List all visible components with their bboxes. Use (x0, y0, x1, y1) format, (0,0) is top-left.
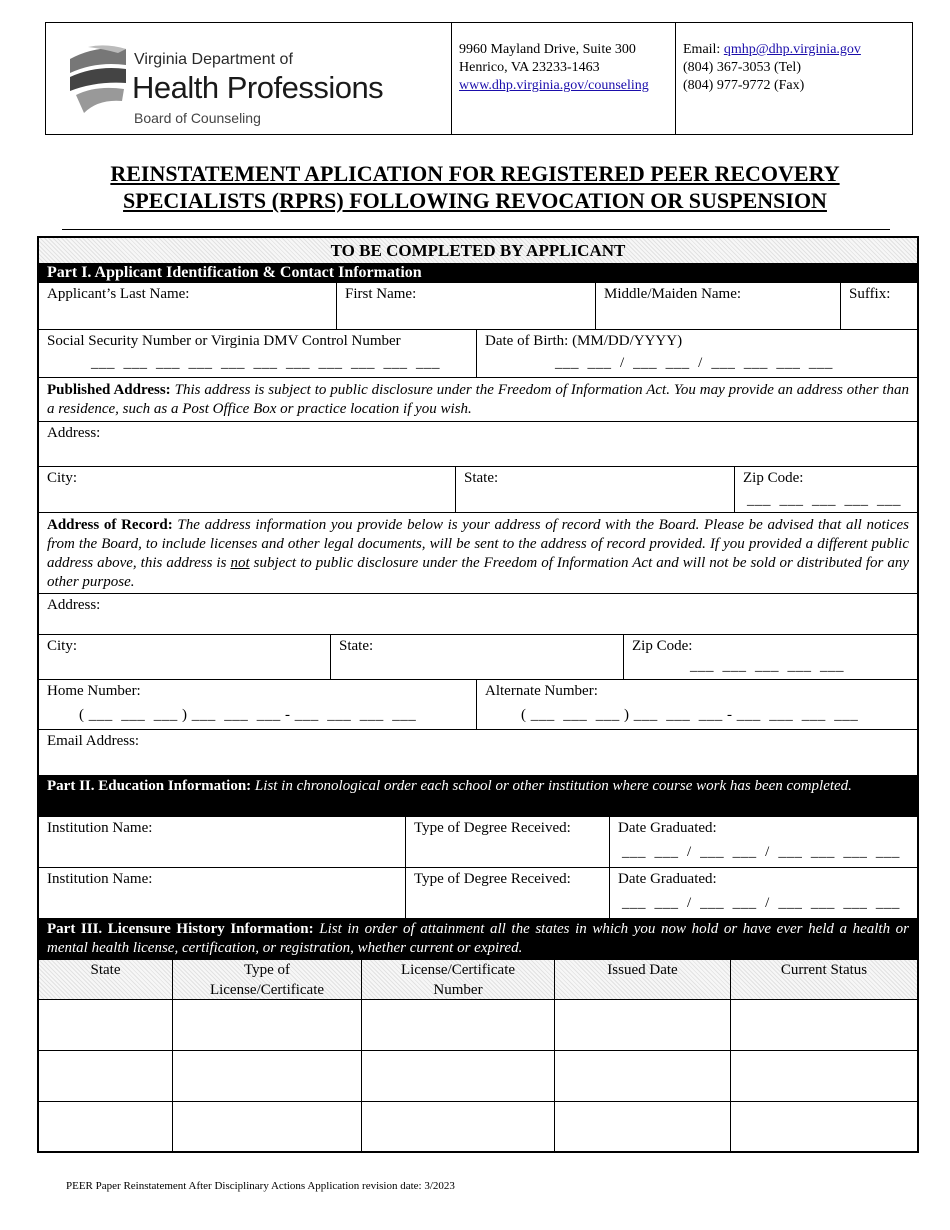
published-zip-label: Zip Code: (743, 470, 804, 486)
part3-heading-text (39, 918, 917, 958)
part3-heading (39, 918, 917, 960)
ssn-blanks: ___ ___ ___ ___ ___ ___ ___ ___ ___ ___ ___ (91, 355, 440, 371)
suffix-field[interactable] (840, 283, 917, 329)
home-number-blanks: ( ___ ___ ___ ) ___ ___ ___ - ___ ___ ___ ___ (79, 707, 417, 723)
part2-heading-label: Part II. Education Information: (47, 778, 252, 794)
ssn-dob-row (39, 330, 917, 378)
date-graduated-blanks-1: ___ ___ / ___ ___ / ___ ___ ___ ___ (622, 844, 900, 860)
col-number-line2: Number (433, 982, 483, 998)
cell-number[interactable] (361, 1000, 554, 1050)
record-zip-field[interactable] (623, 635, 917, 679)
col-issued: Issued Date (554, 960, 730, 999)
tel-line: (804) 367-3053 (Tel) (683, 60, 801, 75)
record-description-1: The address information you provide below is your address of record with the Board. Please be advised that all notices from the Board, to include licenses and other legal documents, will be sent to the address of record provided. If you provided a different public address above, this address is (47, 517, 909, 571)
published-address-note (39, 378, 917, 421)
degree-field-1[interactable] (405, 817, 609, 867)
org-name-line1: Virginia Department of (134, 51, 293, 68)
last-name-label: Applicant’s Last Name: (47, 286, 190, 302)
cell-type[interactable] (172, 1000, 361, 1050)
date-graduated-field-2[interactable] (609, 868, 917, 918)
phone-row (39, 680, 917, 730)
cell-number[interactable] (361, 1102, 554, 1151)
dob-label: Date of Birth: (MM/DD/YYYY) (485, 333, 683, 349)
published-address-row (39, 421, 917, 467)
email-link[interactable]: qmhp@dhp.virginia.gov (723, 42, 861, 57)
first-name-field[interactable] (336, 283, 595, 329)
application-form (37, 236, 919, 1153)
cell-status[interactable] (730, 1102, 917, 1151)
col-status: Current Status (730, 960, 917, 999)
home-number-field[interactable] (39, 680, 476, 729)
form-banner (39, 238, 917, 263)
record-not-emphasis: not (230, 555, 250, 571)
institution-label-2: Institution Name: (47, 871, 153, 887)
cell-state[interactable] (39, 1000, 172, 1050)
record-zip-label: Zip Code: (632, 638, 693, 654)
record-state-field[interactable] (330, 635, 623, 679)
alternate-number-label: Alternate Number: (485, 683, 598, 699)
col-number-line1: License/Certificate (400, 962, 516, 978)
page-title-line2: SPECIALISTS (RPRS) FOLLOWING REVOCATION OR SUSPENSION (123, 188, 827, 213)
col-type (172, 960, 361, 999)
degree-label-2: Type of Degree Received: (414, 871, 571, 887)
cell-state[interactable] (39, 1102, 172, 1151)
published-zip-blanks: ___ ___ ___ ___ ___ (747, 492, 901, 508)
date-graduated-label-2: Date Graduated: (618, 871, 717, 887)
published-address-label: Address: (47, 425, 101, 441)
published-state-label: State: (464, 470, 499, 486)
date-graduated-blanks-2: ___ ___ / ___ ___ / ___ ___ ___ ___ (622, 895, 900, 911)
part3-heading-label: Part III. Licensure History Information: (47, 921, 314, 937)
website-link[interactable]: www.dhp.virginia.gov/counseling (459, 78, 649, 93)
cell-status[interactable] (730, 1000, 917, 1050)
col-type-line2: License/Certificate (209, 982, 325, 998)
last-name-field[interactable] (39, 283, 336, 329)
part1-heading (39, 263, 917, 283)
logo-block (46, 23, 451, 134)
table-row (39, 1102, 917, 1151)
date-graduated-label-1: Date Graduated: (618, 820, 717, 836)
institution-field-1[interactable] (39, 817, 405, 867)
revision-footer: PEER Paper Reinstatement After Disciplinary Actions Application revision date: 3/2023 (66, 1180, 455, 1192)
cell-issued[interactable] (554, 1102, 730, 1151)
record-description-2: subject to public disclosure under the Freedom of Information Act and will not be sold or distributed for any other purpose. (47, 555, 910, 590)
part2-heading (39, 775, 917, 817)
dob-field[interactable] (476, 330, 917, 377)
middle-name-label: Middle/Maiden Name: (604, 286, 742, 302)
published-city-field[interactable] (39, 467, 455, 512)
org-board-name: Board of Counseling (134, 110, 261, 126)
title-divider (62, 229, 890, 230)
col-type-line1: Type of (243, 962, 291, 978)
record-address-row (39, 593, 917, 635)
fax-line: (804) 977-9772 (Fax) (683, 78, 805, 93)
institution-label-1: Institution Name: (47, 820, 153, 836)
address-line2: Henrico, VA 23233-1463 (459, 60, 600, 75)
dob-blanks: ___ ___ / ___ ___ / ___ ___ ___ ___ (555, 355, 833, 371)
part1-heading-text: Part I. Applicant Identification & Contact Information (47, 264, 422, 281)
part2-heading-description: List in chronological order each school or other institution where course work has been completed. (254, 778, 852, 794)
dhp-logo-icon (66, 43, 130, 117)
record-label: Address of Record: (47, 517, 173, 533)
published-label: Published Address: (47, 382, 171, 398)
record-city-row (39, 635, 917, 680)
licensure-table-header (39, 960, 917, 1000)
cell-number[interactable] (361, 1051, 554, 1101)
name-row (39, 283, 917, 330)
record-city-label: City: (47, 638, 78, 654)
degree-field-2[interactable] (405, 868, 609, 918)
email-row (39, 730, 917, 775)
col-state: State (90, 962, 121, 978)
published-address-field[interactable] (39, 422, 917, 466)
email-address-field[interactable] (39, 730, 917, 775)
alternate-number-blanks: ( ___ ___ ___ ) ___ ___ ___ - ___ ___ ___ ___ (521, 707, 859, 723)
mailing-address (451, 23, 675, 134)
published-address-text (39, 378, 917, 419)
email-address-label: Email Address: (47, 733, 140, 749)
record-city-field[interactable] (39, 635, 330, 679)
cell-issued[interactable] (554, 1000, 730, 1050)
ssn-field[interactable] (39, 330, 476, 377)
ssn-label: Social Security Number or Virginia DMV Control Number (47, 333, 401, 349)
record-zip-blanks: ___ ___ ___ ___ ___ (690, 658, 844, 674)
middle-name-field[interactable] (595, 283, 840, 329)
institution-field-2[interactable] (39, 868, 405, 918)
part2-heading-text (39, 775, 917, 796)
org-name-line2: Health Professions (132, 70, 384, 105)
col-number (361, 960, 554, 999)
published-state-field[interactable] (455, 467, 734, 512)
alternate-number-field[interactable] (476, 680, 917, 729)
table-row (39, 1051, 917, 1102)
address-line1: 9960 Mayland Drive, Suite 300 (459, 42, 636, 57)
published-zip-field[interactable] (734, 467, 917, 512)
published-city-row (39, 467, 917, 513)
home-number-label: Home Number: (47, 683, 141, 699)
record-state-label: State: (339, 638, 374, 654)
email-line (683, 41, 912, 59)
email-label: Email: (683, 42, 721, 57)
table-row (39, 1000, 917, 1051)
contact-info (675, 23, 912, 134)
letterhead (45, 22, 913, 135)
record-address-label: Address: (47, 597, 101, 613)
cell-type[interactable] (172, 1051, 361, 1101)
record-address-field[interactable] (39, 594, 917, 634)
education-row-2 (39, 868, 917, 918)
published-city-label: City: (47, 470, 78, 486)
education-row-1 (39, 817, 917, 868)
date-graduated-field-1[interactable] (609, 817, 917, 867)
cell-state[interactable] (39, 1051, 172, 1101)
cell-issued[interactable] (554, 1051, 730, 1101)
cell-type[interactable] (172, 1102, 361, 1151)
cell-status[interactable] (730, 1051, 917, 1101)
first-name-label: First Name: (345, 286, 417, 302)
degree-label-1: Type of Degree Received: (414, 820, 571, 836)
part3-heading-description: List in order of attainment all the states in which you now hold or have ever held a health or mental health license, certification, or registration, whether current or expired. (47, 921, 910, 956)
record-address-note (39, 513, 917, 593)
page-title-line1: REINSTATEMENT APLICATION FOR REGISTERED PEER RECOVERY (110, 161, 840, 186)
record-address-text (39, 513, 917, 592)
suffix-label: Suffix: (849, 286, 891, 302)
banner-text: TO BE COMPLETED BY APPLICANT (330, 241, 626, 260)
published-description: This address is subject to public disclosure under the Freedom of Information Act. You may provide an address other than a residence, such as a Post Office Box or practice location if you wish. (47, 382, 910, 417)
